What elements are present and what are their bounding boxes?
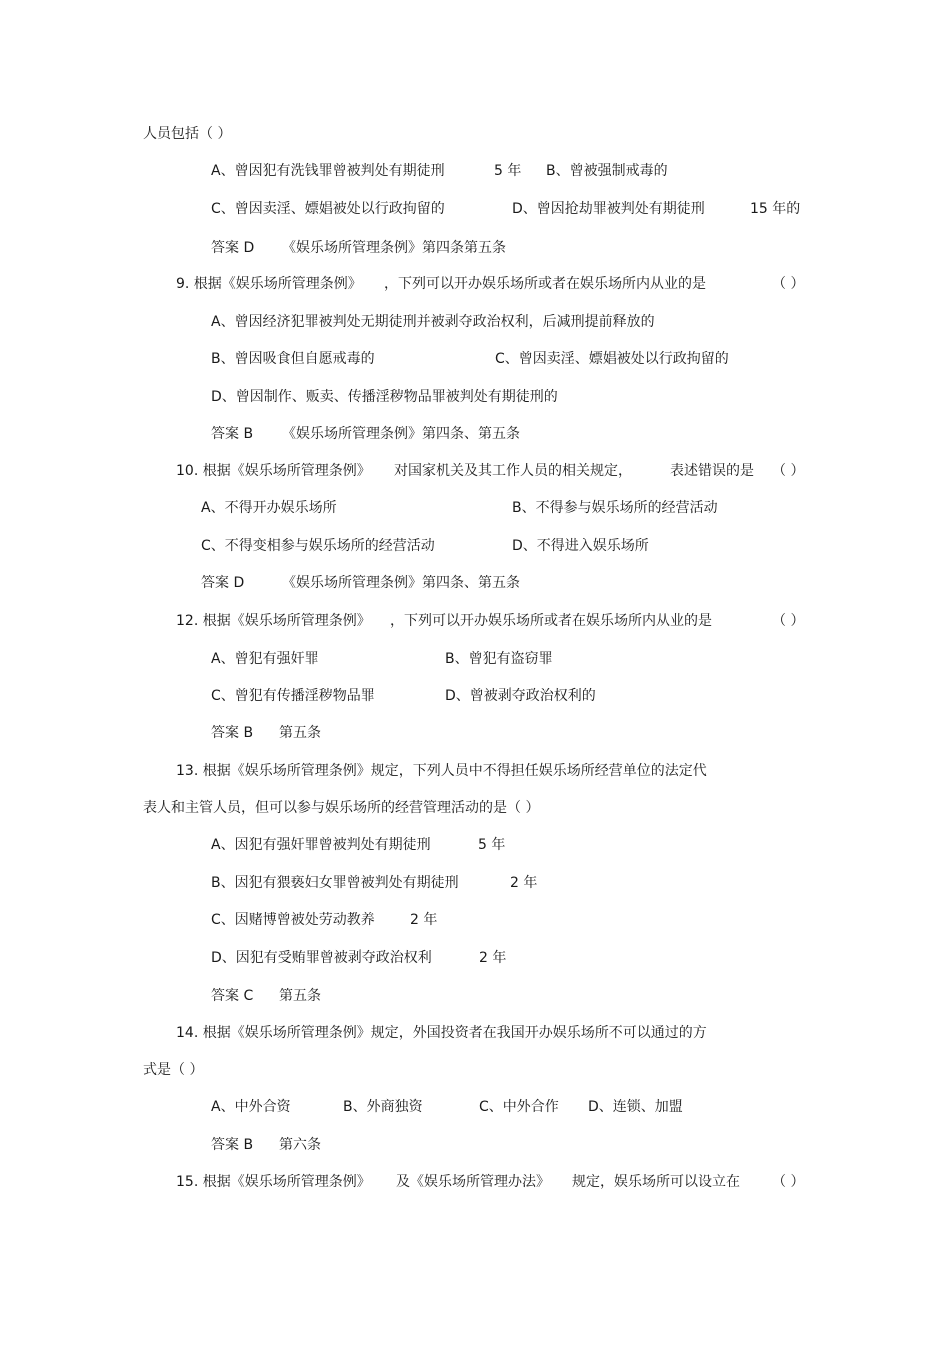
text-line: C、中外合作 <box>479 1099 559 1115</box>
text-line: 式是（ ） <box>143 1062 204 1078</box>
text-line: A、不得开办娱乐场所 <box>201 500 337 516</box>
text-line: 及《娱乐场所管理办法》 <box>396 1174 550 1190</box>
text-line: D、因犯有受贿罪曾被剥夺政治权利 <box>211 950 432 966</box>
text-line: 2 年 <box>479 950 507 966</box>
text-line: A、曾因经济犯罪被判处无期徒刑并被剥夺政治权利，后减刑提前释放的 <box>211 314 655 330</box>
text-line: 对国家机关及其工作人员的相关规定， <box>394 463 632 479</box>
text-line: C、曾因卖淫、嫖娼被处以行政拘留的 <box>495 351 729 367</box>
text-line: 12. 根据《娱乐场所管理条例》 <box>176 613 371 629</box>
text-line: 2 年 <box>410 912 438 928</box>
text-line: A、中外合资 <box>211 1099 291 1115</box>
text-line: （ ） <box>772 463 805 479</box>
text-line: ，下列可以开办娱乐场所或者在娱乐场所内从业的是 <box>390 613 712 629</box>
text-line: 答案 B <box>211 426 254 442</box>
text-line: 答案 B <box>211 725 254 741</box>
text-line: 答案 B <box>211 1137 254 1153</box>
text-line: 表人和主管人员，但可以参与娱乐场所的经营管理活动的是（ ） <box>143 800 540 816</box>
text-line: 答案 D <box>201 575 245 591</box>
text-line: D、不得进入娱乐场所 <box>512 538 649 554</box>
text-line: A、因犯有强奸罪曾被判处有期徒刑 <box>211 837 431 853</box>
text-line: （ ） <box>772 613 805 629</box>
text-line: 规定，娱乐场所可以设立在 <box>572 1174 740 1190</box>
text-line: 人员包括（ ） <box>143 126 232 142</box>
text-line: D、连锁、加盟 <box>588 1099 683 1115</box>
text-line: 13. 根据《娱乐场所管理条例》规定，下列人员中不得担任娱乐场所经营单位的法定代 <box>176 763 707 779</box>
text-line: 5 年 <box>478 837 506 853</box>
text-line: B、曾犯有盗窃罪 <box>445 651 553 667</box>
text-line: 《娱乐场所管理条例》第四条、第五条 <box>282 426 520 442</box>
text-line: 第五条 <box>279 988 321 1004</box>
text-line: 14. 根据《娱乐场所管理条例》规定，外国投资者在我国开办娱乐场所不可以通过的方 <box>176 1025 707 1041</box>
text-line: B、因犯有猥亵妇女罪曾被判处有期徒刑 <box>211 875 459 891</box>
text-line: 15. 根据《娱乐场所管理条例》 <box>176 1174 371 1190</box>
text-line: 第五条 <box>279 725 321 741</box>
text-line: 9. 根据《娱乐场所管理条例》 <box>176 276 362 292</box>
text-line: D、曾被剥夺政治权利的 <box>445 688 596 704</box>
text-line: 答案 D <box>211 240 255 256</box>
text-line: C、曾因卖淫、嫖娼被处以行政拘留的 <box>211 201 445 217</box>
text-line: B、曾因吸食但自愿戒毒的 <box>211 351 375 367</box>
text-line: B、外商独资 <box>343 1099 423 1115</box>
text-line: C、曾犯有传播淫秽物品罪 <box>211 688 375 704</box>
text-line: 表述错误的是 <box>670 463 754 479</box>
text-line: （ ） <box>772 276 805 292</box>
text-line: C、不得变相参与娱乐场所的经营活动 <box>201 538 435 554</box>
text-line: C、因赌博曾被处劳动教养 <box>211 912 375 928</box>
text-line: 2 年 <box>510 875 538 891</box>
text-line: （ ） <box>772 1174 805 1190</box>
text-line: 《娱乐场所管理条例》第四条第五条 <box>282 240 506 256</box>
text-line: ，下列可以开办娱乐场所或者在娱乐场所内从业的是 <box>384 276 706 292</box>
text-line: 10. 根据《娱乐场所管理条例》 <box>176 463 371 479</box>
text-line: B、不得参与娱乐场所的经营活动 <box>512 500 718 516</box>
text-line: D、曾因制作、贩卖、传播淫秽物品罪被判处有期徒刑的 <box>211 389 558 405</box>
text-line: 《娱乐场所管理条例》第四条、第五条 <box>282 575 520 591</box>
text-line: B、曾被强制戒毒的 <box>546 163 668 179</box>
text-line: 答案 C <box>211 988 254 1004</box>
text-line: 5 年 <box>494 163 522 179</box>
text-line: A、曾犯有强奸罪 <box>211 651 319 667</box>
text-line: D、曾因抢劫罪被判处有期徒刑 <box>512 201 705 217</box>
text-line: A、曾因犯有洗钱罪曾被判处有期徒刑 <box>211 163 445 179</box>
text-line: 15 年的 <box>750 201 801 217</box>
text-line: 第六条 <box>279 1137 321 1153</box>
